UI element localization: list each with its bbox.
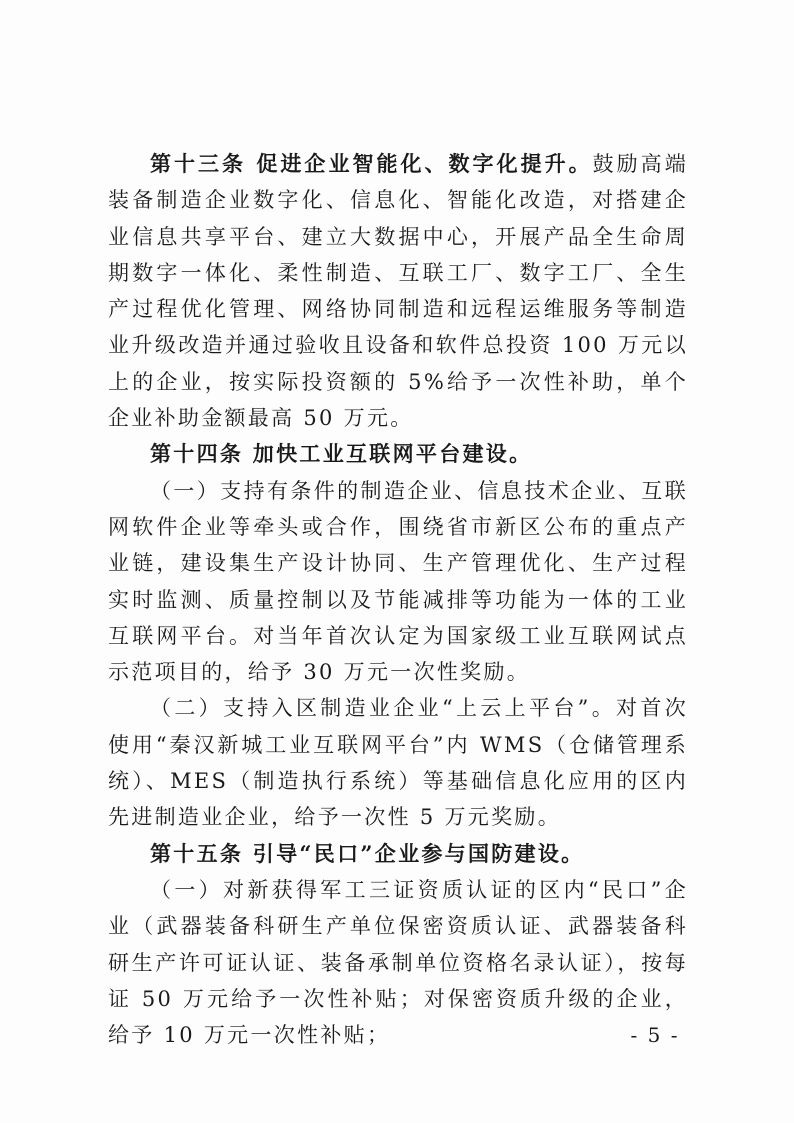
- article-13-body: 鼓励高端装备制造企业数字化、信息化、智能化改造，对搭建企业信息共享平台、建立大数据中心，开展产品全生命周期数字一体化、柔性制造、互联工厂、数字工厂、全生产过程优化管理、网络协同制造和远程运维服务等制造业升级改造并通过验收且设备和软件总投资 100 万元以上的企业，按实际投资额的 5%给予一次性补助，单个企业补助金额最高 50 万元。: [108, 152, 688, 431]
- article-14-item-1: （一）支持有条件的制造企业、信息技术企业、互联网软件企业等牵头或合作，围绕省市新区公布的重点产业链，建设集生产设计协同、生产管理优化、生产过程实时监测、质量控制以及节能减排等功能为一体的工业互联网平台。对当年首次认定为国家级工业互联网试点示范项目的，给予 30 万元一次性奖励。: [108, 478, 688, 685]
- article-14-heading: 第十四条 加快工业互联网平台建设。: [150, 441, 533, 467]
- article-13-paragraph: [108, 146, 688, 436]
- page-number: - 5 -: [630, 1023, 680, 1047]
- article-13-heading: 第十三条 促进企业智能化、数字化提升。: [150, 151, 593, 176]
- document-body: [108, 146, 688, 1053]
- article-15-item-1: （一）对新获得军工三证资质认证的区内“民口”企业（武器装备科研生产单位保密资质认证、武器装备科研生产许可证认证、装备承制单位资格名录认证），按每证 50 万元给予一次性补贴；对保密资质升级的企业，给予 10 万元一次性补贴；: [108, 877, 688, 1048]
- article-14-item-2: （二）支持入区制造业企业“上云上平台”。对首次使用“秦汉新城工业互联网平台”内 WMS（仓储管理系统）、MES（制造执行系统）等基础信息化应用的区内先进制造业企业，给予一次性 5 万元奖励。: [108, 696, 688, 830]
- article-15-heading: 第十五条 引导“民口”企业参与国防建设。: [150, 840, 585, 866]
